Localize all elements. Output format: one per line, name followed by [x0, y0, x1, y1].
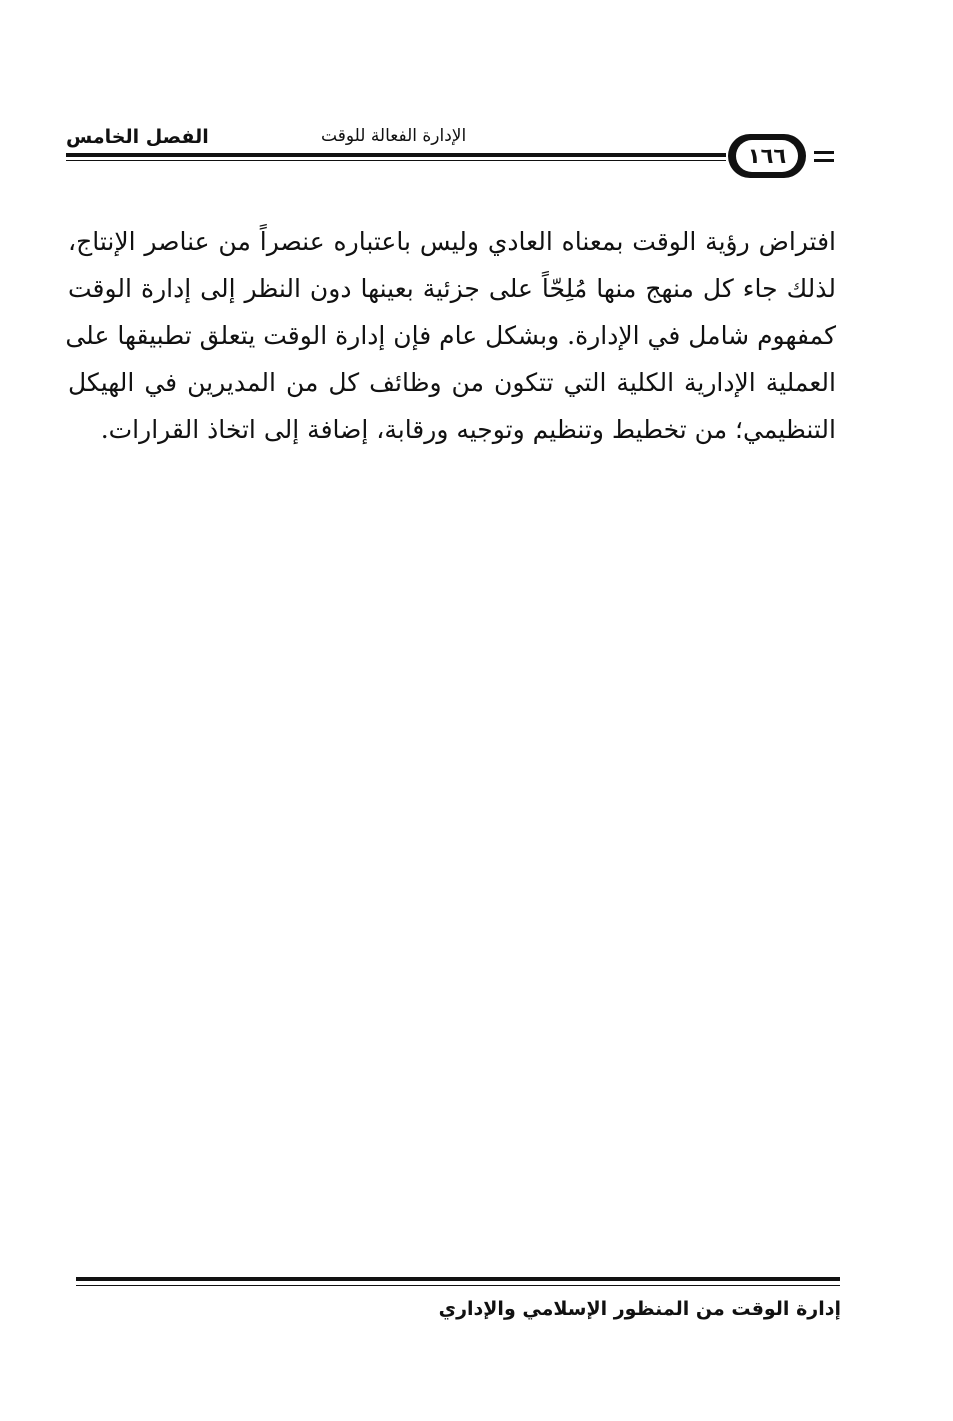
header-dash-top	[814, 151, 834, 154]
body-paragraph	[65, 218, 836, 453]
page-number-badge	[728, 134, 806, 178]
footer-rule-thin	[76, 1285, 840, 1286]
text-line: كمفهوم شامل في الإدارة. وبشكل عام فإن إدارة الوقت يتعلق تطبيقها على	[65, 321, 836, 350]
text-line: افتراض رؤية الوقت بمعناه العادي وليس باعتباره عنصراً من عناصر الإنتاج،	[68, 227, 836, 256]
header-rule-thick	[66, 153, 726, 157]
header-dash-bottom	[814, 159, 834, 162]
header-rule-thin	[66, 160, 726, 161]
running-title: الإدارة الفعالة للوقت	[321, 126, 467, 146]
page-header	[66, 118, 836, 188]
chapter-title: الفصل الخامس	[66, 126, 209, 148]
footer-rule-thick	[76, 1277, 840, 1281]
footer-book-title: إدارة الوقت من المنظور الإسلامي والإداري	[438, 1298, 841, 1320]
page-number: ١٦٦	[736, 140, 798, 172]
text-line: لذلك جاء كل منهج منها مُلِحّاً على جزئية بعينها دون النظر إلى إدارة الوقت	[68, 274, 836, 303]
text-line: العملية الإدارية الكلية التي تتكون من وظائف كل من المديرين في الهيكل	[68, 368, 836, 397]
text-line: التنظيمي؛ من تخطيط وتنظيم وتوجيه ورقابة، إضافة إلى اتخاذ القرارات.	[100, 415, 836, 444]
